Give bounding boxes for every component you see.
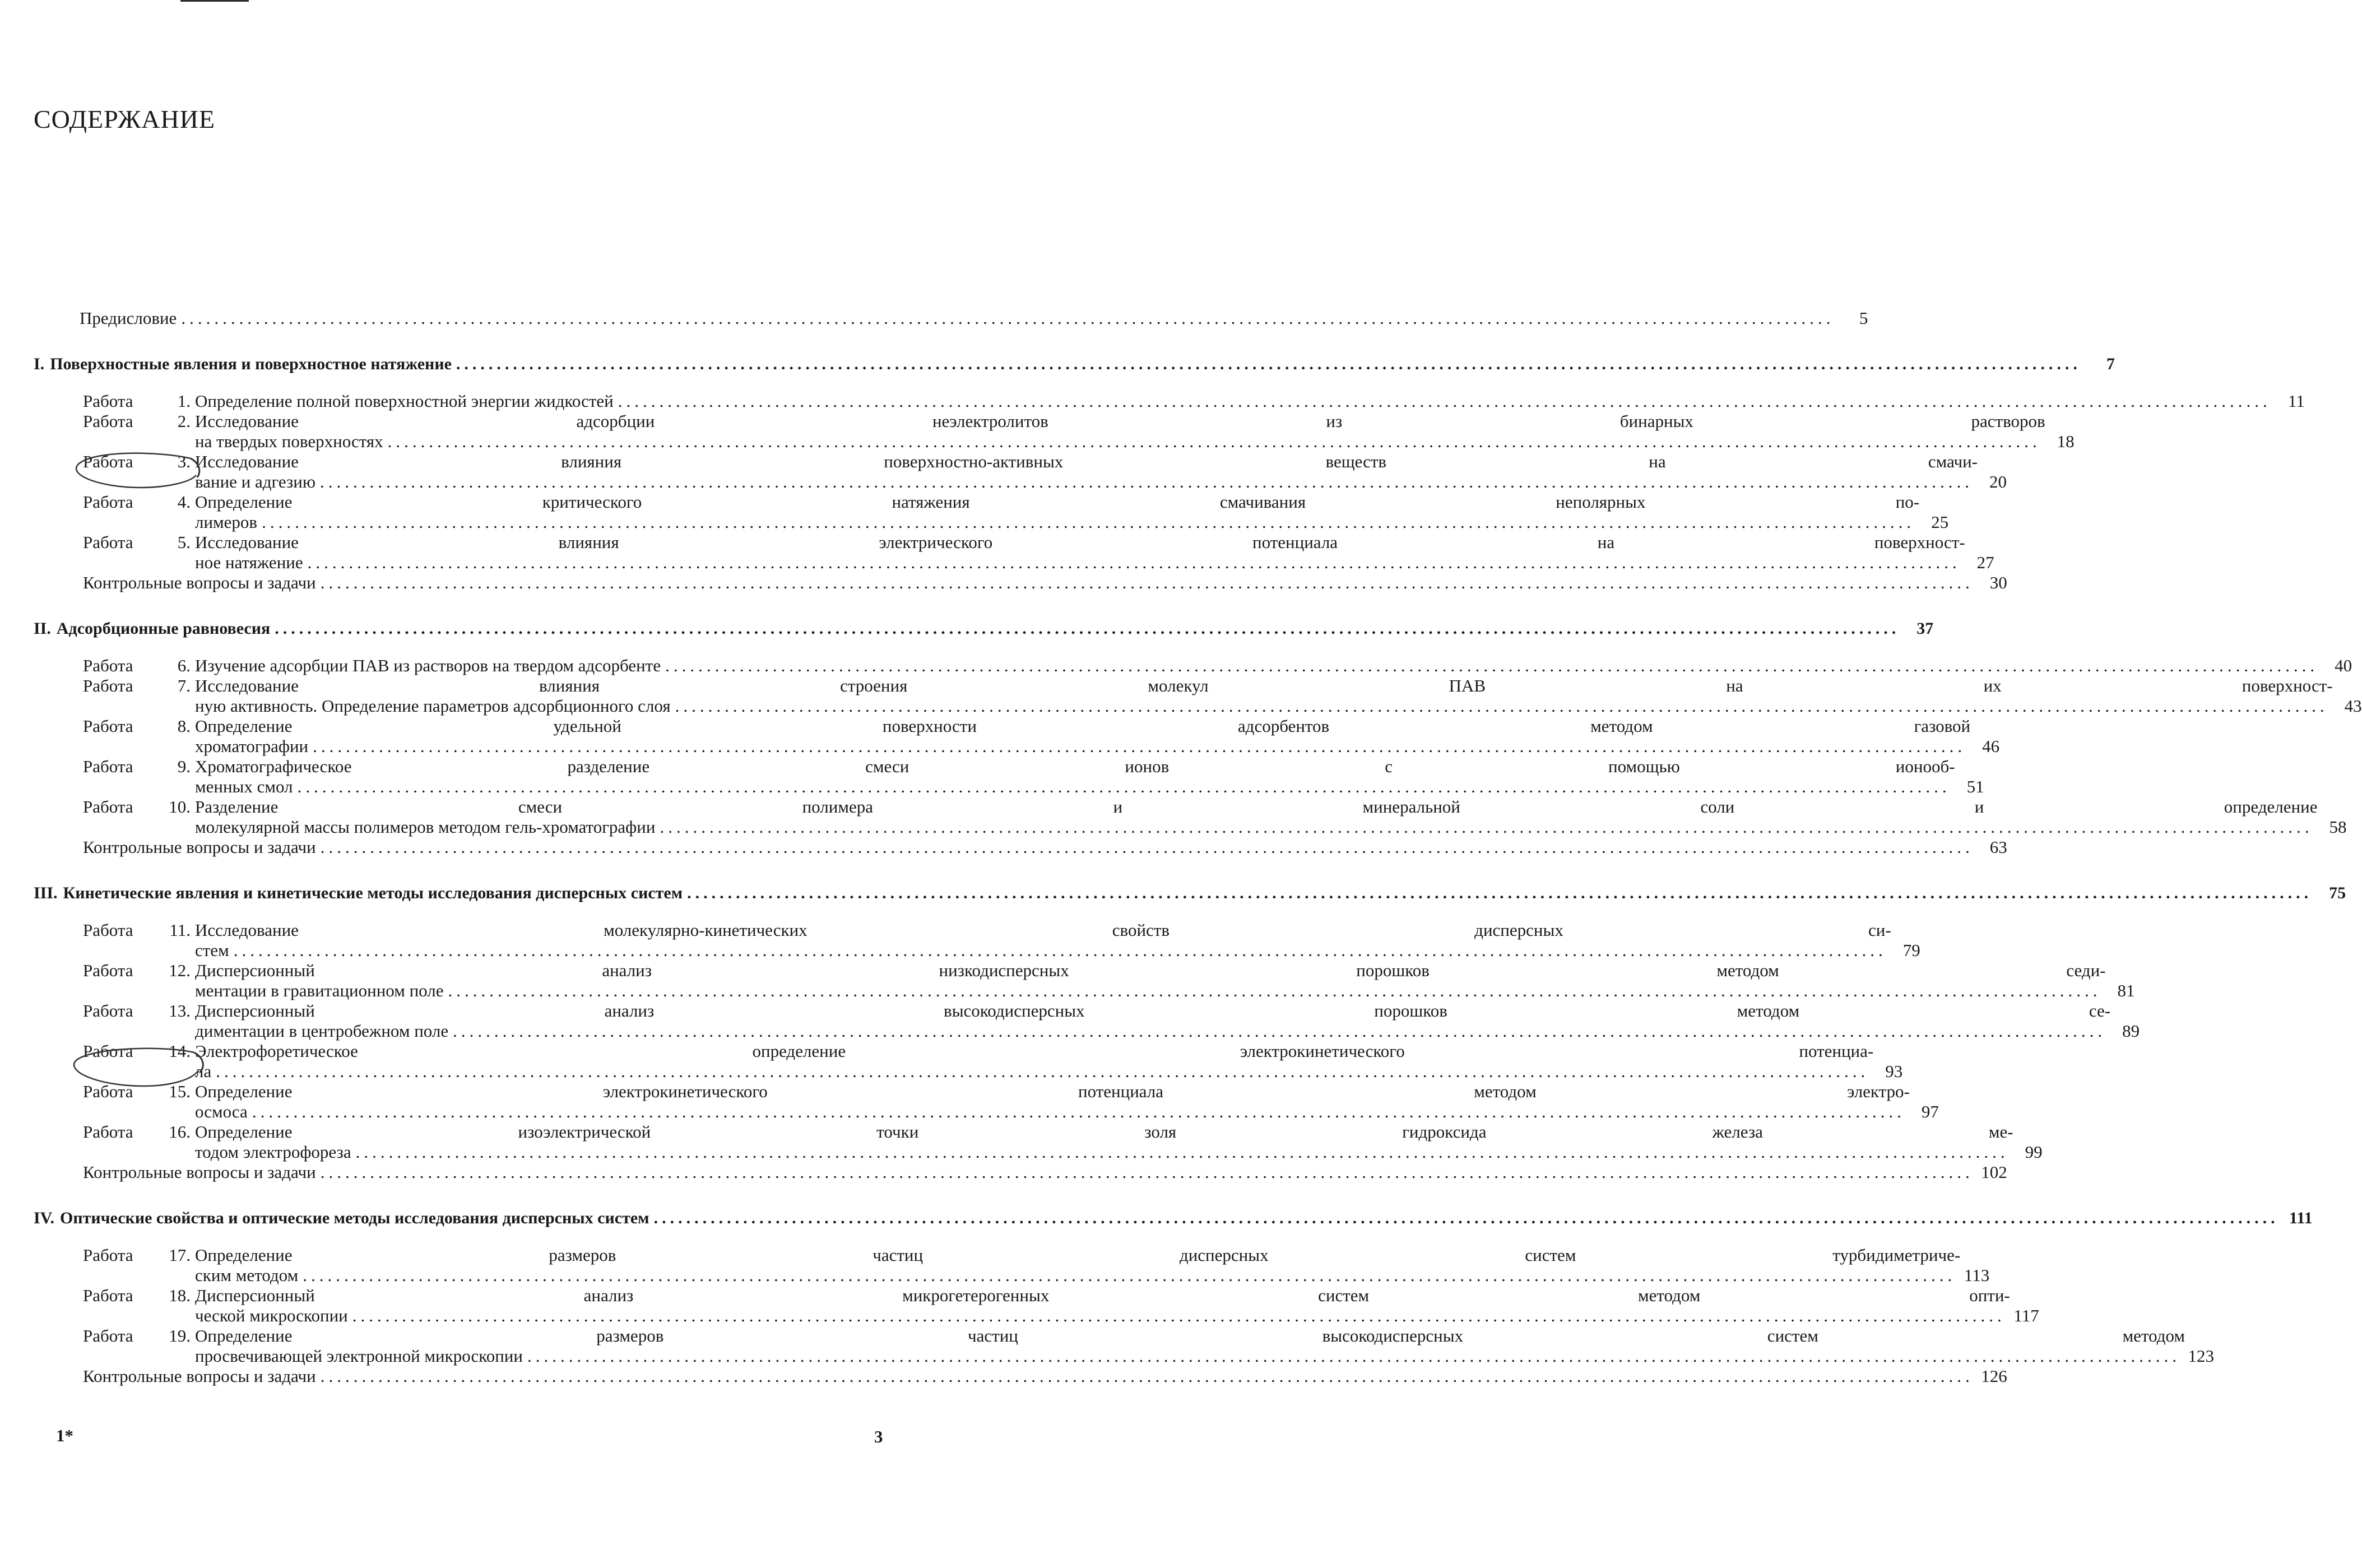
toc-entry[interactable] bbox=[34, 452, 2007, 492]
dot-leader: ........................................................................................................................................................................................................ bbox=[675, 696, 2328, 716]
chapter-number: I. bbox=[34, 355, 45, 373]
entry-text-line: ную активность. Определение параметров адсорбционного слоя bbox=[195, 696, 671, 716]
entry-body bbox=[195, 961, 2135, 1001]
entry-number: 2. bbox=[177, 411, 191, 431]
entry-text-line: хроматографии bbox=[195, 736, 309, 756]
dot-leader: ........................................................................................................................................................................................................ bbox=[320, 837, 1974, 857]
entry-number: 7. bbox=[177, 676, 191, 695]
toc-entry[interactable] bbox=[34, 492, 1949, 532]
entry-text-line: Определение размеров частиц высокодисперсных систем методом bbox=[195, 1326, 2185, 1346]
entry-label bbox=[34, 391, 195, 411]
entry-text-line: Определение критического натяжения смачивания неполярных по- bbox=[195, 492, 1920, 512]
dot-leader: ........................................................................................................................................................................................................ bbox=[660, 817, 2313, 837]
entry-label bbox=[34, 1041, 195, 1082]
entry-work-word: Работа bbox=[83, 492, 133, 512]
toc-entry[interactable] bbox=[34, 1245, 1990, 1286]
entry-number: 3. bbox=[177, 452, 191, 471]
entry-text-line: Хроматографическое разделение смеси ионов с помощью ионооб- bbox=[195, 757, 1955, 776]
dot-leader: ........................................................................................................................................................................................................ bbox=[303, 1265, 1956, 1285]
entry-page: 27 bbox=[1976, 553, 1994, 572]
entry-work-word: Работа bbox=[83, 757, 133, 776]
entry-body bbox=[195, 1082, 1939, 1122]
dot-leader: ........................................................................................................................................................................................................ bbox=[387, 432, 2041, 451]
dot-leader: ........................................................................................................................................................................................................ bbox=[181, 308, 1835, 328]
entry-page: 40 bbox=[2335, 656, 2352, 675]
toc-entry[interactable] bbox=[34, 1122, 2043, 1162]
entry-text-line: Определение удельной поверхности адсорбентов методом газовой bbox=[195, 716, 1971, 736]
entry-body bbox=[195, 676, 2362, 716]
entry-page: 43 bbox=[2344, 696, 2362, 716]
toc-entry[interactable] bbox=[34, 961, 2135, 1001]
entry-text-line: ное натяжение bbox=[195, 553, 303, 572]
toc-preface-page: 5 bbox=[1859, 308, 1868, 328]
entry-text-line: вание и адгезию bbox=[195, 472, 315, 491]
entry-number: 19. bbox=[169, 1326, 191, 1346]
entry-label bbox=[34, 1082, 195, 1122]
chapter-title: Адсорбционные равновесия bbox=[56, 619, 271, 638]
toc-entry[interactable] bbox=[34, 1082, 1939, 1122]
dot-leader: ........................................................................................................................................................................................................ bbox=[456, 355, 2081, 373]
entry-number: 13. bbox=[169, 1001, 191, 1020]
entry-label bbox=[34, 1122, 195, 1162]
chapter-page: 37 bbox=[1916, 619, 1934, 638]
entry-page: 93 bbox=[1885, 1061, 1903, 1081]
dot-leader: ........................................................................................................................................................................................................ bbox=[527, 1346, 2180, 1366]
entry-text-line: просвечивающей электронной микроскопии bbox=[195, 1346, 523, 1366]
toc-entry[interactable] bbox=[34, 797, 2347, 837]
entry-body bbox=[195, 1245, 1989, 1286]
chapter-title: Поверхностные явления и поверхностное натяжение bbox=[50, 355, 452, 373]
control-questions-label: Контрольные вопросы и задачи bbox=[83, 573, 316, 592]
dot-leader: ........................................................................................................................................................................................................ bbox=[216, 1061, 1869, 1081]
entry-body bbox=[195, 1326, 2214, 1366]
entry-work-word: Работа bbox=[83, 797, 133, 817]
table-of-contents bbox=[34, 300, 2362, 1386]
entry-work-word: Работа bbox=[83, 1245, 133, 1265]
entry-body bbox=[195, 1001, 2140, 1041]
dot-leader: ........................................................................................................................................................................................................ bbox=[653, 1209, 2279, 1227]
entry-text-line: диментации в центробежном поле bbox=[195, 1021, 449, 1041]
entry-text-line: Исследование влияния электрического потенциала на поверхност- bbox=[195, 532, 1965, 552]
toc-entry[interactable] bbox=[34, 1286, 2039, 1326]
entry-body bbox=[195, 920, 1920, 961]
entry-text-line: Изучение адсорбции ПАВ из растворов на твердом адсорбенте bbox=[195, 656, 661, 675]
entry-text-line: ческой микроскопии bbox=[195, 1306, 348, 1325]
entry-body bbox=[195, 797, 2346, 837]
entry-text-line: ла bbox=[195, 1061, 212, 1081]
entry-text-line: Определение электрокинетического потенциала методом электро- bbox=[195, 1082, 1910, 1101]
entry-work-word: Работа bbox=[83, 920, 133, 940]
footer-page-number: 3 bbox=[874, 1427, 883, 1446]
entry-number: 17. bbox=[169, 1245, 191, 1265]
entry-work-word: Работа bbox=[83, 391, 133, 411]
entry-number: 10. bbox=[169, 797, 191, 817]
entry-text-line: стем bbox=[195, 940, 229, 960]
entry-work-word: Работа bbox=[83, 676, 133, 695]
chapter-heading[interactable] bbox=[34, 1208, 2313, 1228]
entry-page: 99 bbox=[2025, 1142, 2043, 1162]
entry-text-line: на твердых поверхностях bbox=[195, 432, 383, 451]
entry-number: 5. bbox=[177, 532, 191, 552]
entry-label bbox=[34, 411, 195, 452]
toc-entry[interactable] bbox=[34, 391, 2305, 411]
entry-text-line: лимеров bbox=[195, 512, 258, 532]
dot-leader: ........................................................................................................................................................................................................ bbox=[233, 940, 1887, 960]
entry-text-line: Электрофоретическое определение электрокинетического потенциа- bbox=[195, 1041, 1874, 1061]
chapter-page: 111 bbox=[2289, 1209, 2313, 1227]
entry-work-word: Работа bbox=[83, 452, 133, 471]
entry-page: 123 bbox=[2188, 1346, 2214, 1366]
entry-page: 11 bbox=[2287, 391, 2305, 411]
entry-number: 14. bbox=[169, 1041, 191, 1061]
toc-entry[interactable] bbox=[34, 1326, 2214, 1366]
dot-leader: ........................................................................................................................................................................................................ bbox=[297, 777, 1951, 796]
top-rule bbox=[180, 0, 249, 2]
entry-body bbox=[195, 757, 1984, 797]
entry-label bbox=[34, 1001, 195, 1041]
entry-text-line: Определение изоэлектрической точки золя гидроксида железа ме- bbox=[195, 1122, 2013, 1142]
entry-number: 1. bbox=[177, 391, 191, 411]
entry-label bbox=[34, 920, 195, 961]
entry-label bbox=[34, 452, 195, 492]
entry-number: 15. bbox=[169, 1082, 191, 1101]
chapter-heading[interactable] bbox=[34, 354, 2115, 374]
entry-body bbox=[195, 656, 2352, 676]
entry-work-word: Работа bbox=[83, 1001, 133, 1020]
entry-body bbox=[195, 1041, 1902, 1082]
entry-text-line: ским методом bbox=[195, 1265, 299, 1285]
entry-work-word: Работа bbox=[83, 1326, 133, 1346]
entry-work-word: Работа bbox=[83, 411, 133, 431]
toc-control-questions[interactable] bbox=[34, 573, 2007, 593]
toc-entry[interactable] bbox=[34, 716, 2000, 757]
entry-body bbox=[195, 1122, 2043, 1162]
entry-page: 58 bbox=[2329, 817, 2347, 837]
entry-work-word: Работа bbox=[83, 1082, 133, 1101]
page-title: СОДЕРЖАНИЕ bbox=[34, 105, 216, 133]
toc-entry[interactable] bbox=[34, 1041, 1903, 1082]
dot-leader: ........................................................................................................................................................................................................ bbox=[618, 391, 2271, 411]
entry-page: 89 bbox=[2122, 1021, 2140, 1041]
entry-text-line: Определение размеров частиц дисперсных систем турбидиметриче- bbox=[195, 1245, 1961, 1265]
entry-label bbox=[34, 1326, 195, 1366]
control-questions-label: Контрольные вопросы и задачи bbox=[83, 1366, 316, 1386]
entry-number: 6. bbox=[177, 656, 191, 675]
entry-text-line: Исследование влияния поверхностно-активных веществ на смачи- bbox=[195, 452, 1978, 471]
chapter-number: IV. bbox=[34, 1209, 54, 1227]
chapter-heading[interactable] bbox=[34, 619, 1934, 639]
entry-body bbox=[195, 716, 1999, 757]
entry-page: 113 bbox=[1964, 1265, 1990, 1285]
entry-text-line: тодом электрофореза bbox=[195, 1142, 351, 1162]
entry-page: 18 bbox=[2057, 432, 2075, 451]
entry-page: 81 bbox=[2117, 981, 2135, 1000]
entry-page: 79 bbox=[1902, 940, 1920, 960]
entry-number: 16. bbox=[169, 1122, 191, 1142]
toc-control-questions[interactable] bbox=[34, 837, 2007, 857]
entry-work-word: Работа bbox=[83, 532, 133, 552]
toc-entry[interactable] bbox=[34, 1001, 2140, 1041]
entry-number: 12. bbox=[169, 961, 191, 980]
entry-text-line: Исследование адсорбции неэлектролитов из бинарных растворов bbox=[195, 411, 2045, 431]
entry-body bbox=[195, 1286, 2039, 1326]
dot-leader: ........................................................................................................................................................................................................ bbox=[355, 1142, 2009, 1162]
dot-leader: ........................................................................................................................................................................................................ bbox=[320, 573, 1974, 592]
entry-body bbox=[195, 391, 2305, 411]
entry-text-line: молекулярной массы полимеров методом гель-хроматографии bbox=[195, 817, 656, 837]
entry-body bbox=[195, 411, 2075, 452]
dot-leader: ........................................................................................................................................................................................................ bbox=[275, 619, 1900, 638]
entry-body bbox=[195, 452, 2007, 492]
control-questions-page: 102 bbox=[1981, 1162, 2007, 1182]
dot-leader: ........................................................................................................................................................................................................ bbox=[320, 1366, 1974, 1386]
toc-control-questions[interactable] bbox=[34, 1162, 2007, 1182]
toc-preface[interactable] bbox=[34, 308, 1868, 328]
dot-leader: ........................................................................................................................................................................................................ bbox=[313, 736, 1966, 756]
entry-number: 9. bbox=[177, 757, 191, 776]
entry-label bbox=[34, 492, 195, 532]
entry-number: 11. bbox=[169, 920, 191, 940]
control-questions-page: 126 bbox=[1981, 1366, 2007, 1386]
dot-leader: ........................................................................................................................................................................................................ bbox=[320, 472, 1973, 491]
toc-entry[interactable] bbox=[34, 676, 2362, 716]
toc-entry[interactable] bbox=[34, 411, 2075, 452]
dot-leader: ........................................................................................................................................................................................................ bbox=[320, 1162, 1974, 1182]
chapter-heading[interactable] bbox=[34, 883, 2346, 903]
entry-text-line: Определение полной поверхностной энергии жидкостей bbox=[195, 391, 614, 411]
entry-page: 20 bbox=[1989, 472, 2007, 491]
entry-label bbox=[34, 716, 195, 757]
entry-work-word: Работа bbox=[83, 656, 133, 675]
entry-work-word: Работа bbox=[83, 716, 133, 736]
entry-text-line: Разделение смеси полимера и минеральной соли и определение bbox=[195, 797, 2318, 817]
entry-text-line: Исследование молекулярно-кинетических свойств дисперсных си- bbox=[195, 920, 1891, 940]
dot-leader: ........................................................................................................................................................................................................ bbox=[307, 553, 1961, 572]
entry-page: 97 bbox=[1921, 1102, 1939, 1121]
entry-label bbox=[34, 961, 195, 1001]
entry-page: 25 bbox=[1931, 512, 1949, 532]
entry-text-line: Дисперсионный анализ высокодисперсных порошков методом се- bbox=[195, 1001, 2111, 1020]
entry-work-word: Работа bbox=[83, 1122, 133, 1142]
control-questions-label: Контрольные вопросы и задачи bbox=[83, 1162, 316, 1182]
entry-work-word: Работа bbox=[83, 961, 133, 980]
entry-page: 51 bbox=[1966, 777, 1984, 796]
control-questions-page: 63 bbox=[1989, 837, 2007, 857]
entry-text-line: Исследование влияния строения молекул ПАВ на их поверхност- bbox=[195, 676, 2333, 695]
entry-body bbox=[195, 492, 1948, 532]
entry-body bbox=[195, 532, 1994, 573]
entry-label bbox=[34, 757, 195, 797]
entry-text-line: Дисперсионный анализ низкодисперсных порошков методом седи- bbox=[195, 961, 2106, 980]
toc-entry[interactable] bbox=[34, 920, 1920, 961]
entry-text-line: ментации в гравитационном поле bbox=[195, 981, 444, 1000]
dot-leader: ........................................................................................................................................................................................................ bbox=[252, 1102, 1905, 1121]
dot-leader: ........................................................................................................................................................................................................ bbox=[453, 1021, 2106, 1041]
dot-leader: ........................................................................................................................................................................................................ bbox=[448, 981, 2101, 1000]
toc-control-questions[interactable] bbox=[34, 1366, 2007, 1386]
toc-entry[interactable] bbox=[34, 532, 1994, 573]
footer-signature: 1* bbox=[56, 1426, 73, 1445]
entry-label bbox=[34, 1286, 195, 1326]
entry-number: 4. bbox=[177, 492, 191, 512]
entry-label bbox=[34, 656, 195, 676]
entry-text-line: менных смол bbox=[195, 777, 293, 796]
chapter-title: Оптические свойства и оптические методы исследования дисперсных систем bbox=[59, 1209, 649, 1227]
entry-label bbox=[34, 532, 195, 573]
toc-entry[interactable] bbox=[34, 656, 2352, 676]
dot-leader: ........................................................................................................................................................................................................ bbox=[687, 884, 2313, 902]
chapter-page: 7 bbox=[2106, 355, 2115, 373]
dot-leader: ........................................................................................................................................................................................................ bbox=[665, 656, 2319, 675]
entry-number: 18. bbox=[169, 1286, 191, 1305]
toc-preface-label: Предисловие bbox=[80, 308, 177, 328]
chapter-number: II. bbox=[34, 619, 51, 638]
entry-number: 8. bbox=[177, 716, 191, 736]
dot-leader: ........................................................................................................................................................................................................ bbox=[262, 512, 1915, 532]
entry-page: 117 bbox=[2013, 1306, 2039, 1325]
entry-work-word: Работа bbox=[83, 1286, 133, 1305]
entry-label bbox=[34, 676, 195, 716]
chapter-page: 75 bbox=[2329, 884, 2346, 902]
toc-entry[interactable] bbox=[34, 757, 1984, 797]
control-questions-label: Контрольные вопросы и задачи bbox=[83, 837, 316, 857]
entry-text-line: осмоса bbox=[195, 1102, 248, 1121]
dot-leader: ........................................................................................................................................................................................................ bbox=[352, 1306, 2006, 1325]
control-questions-page: 30 bbox=[1989, 573, 2007, 592]
entry-label bbox=[34, 1245, 195, 1286]
chapter-number: III. bbox=[34, 884, 58, 902]
entry-page: 46 bbox=[1982, 736, 2000, 756]
entry-work-word: Работа bbox=[83, 1041, 133, 1061]
entry-text-line: Дисперсионный анализ микрогетерогенных систем методом опти- bbox=[195, 1286, 2010, 1305]
chapter-title: Кинетические явления и кинетические методы исследования дисперсных систем bbox=[63, 884, 683, 902]
entry-label bbox=[34, 797, 195, 837]
